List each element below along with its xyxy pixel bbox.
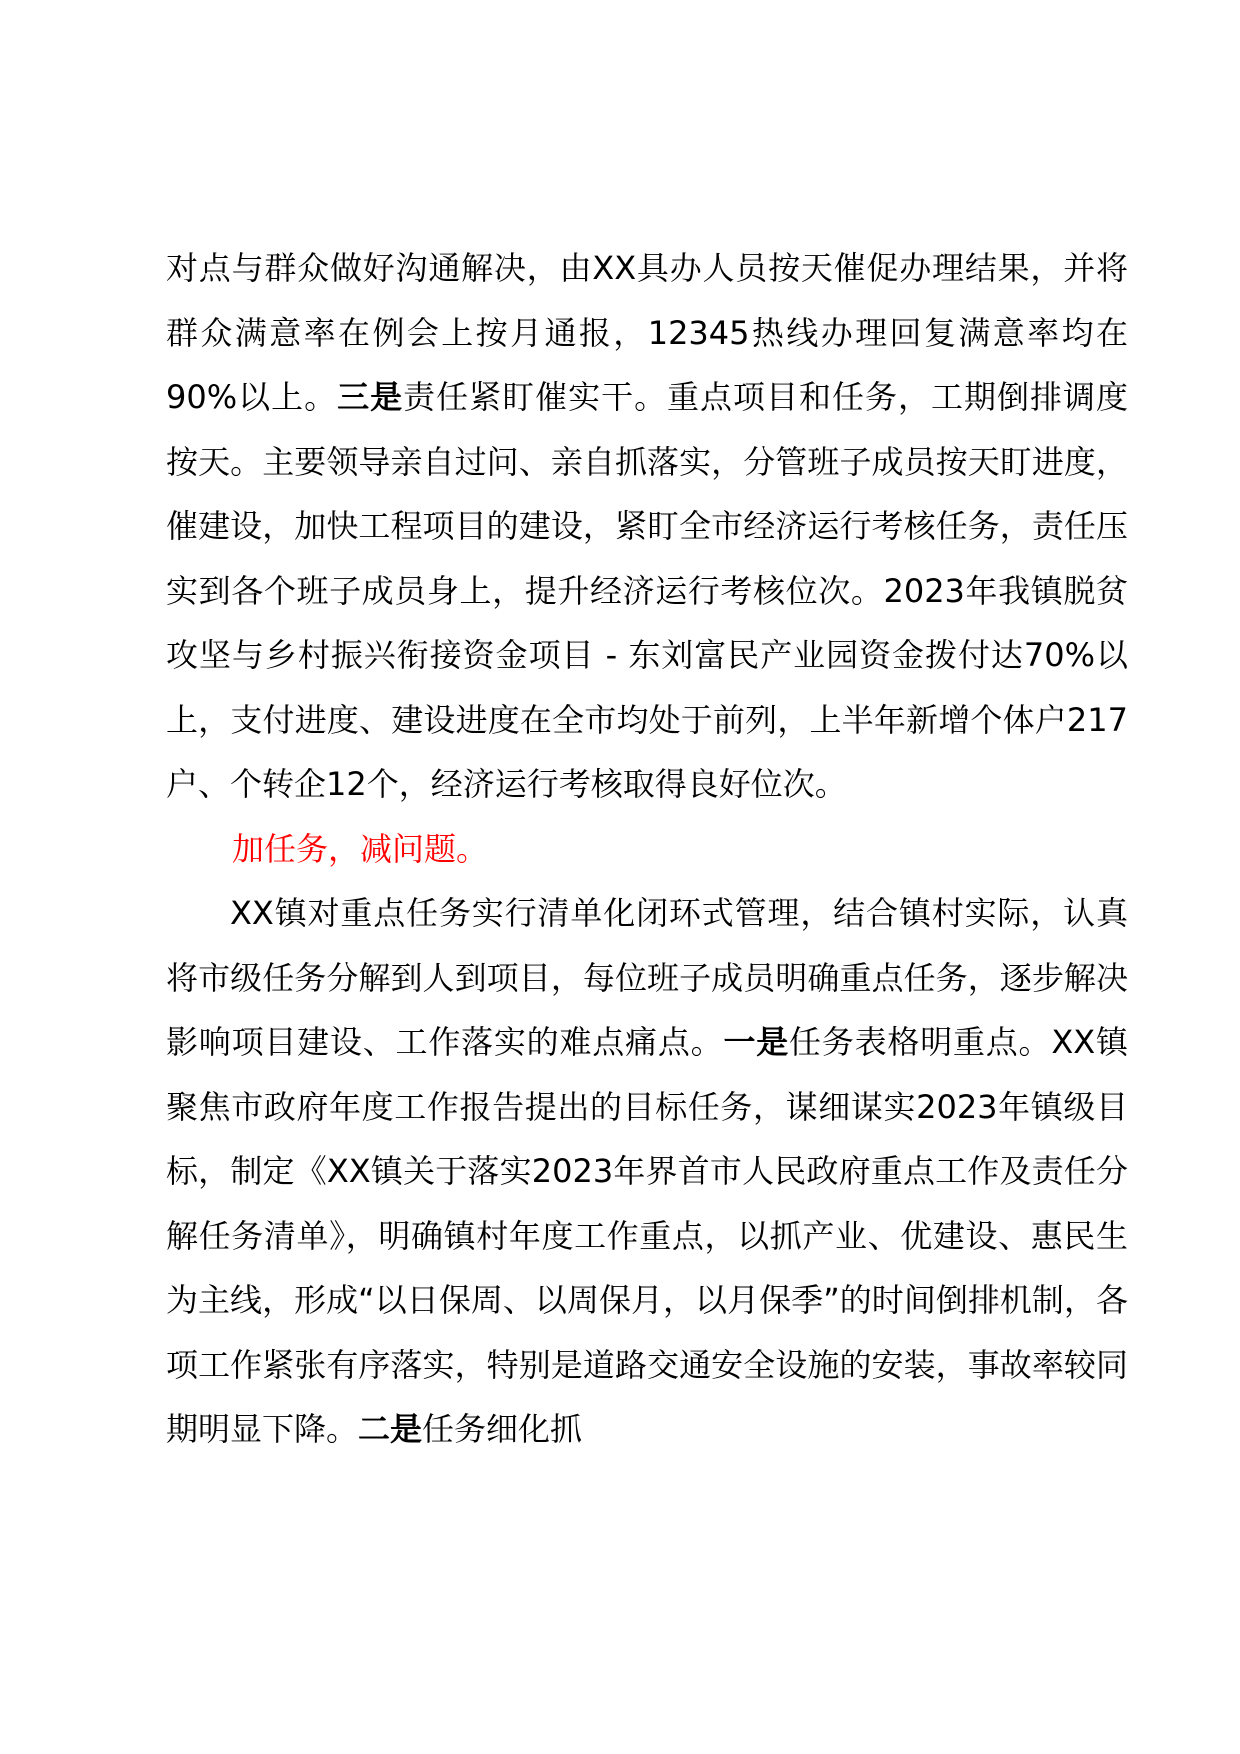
document-body — [166, 236, 1128, 1462]
paragraph-text: XX镇对重点任务实行清单化闭环式管理，结合镇村实际，认真将市级任务分解到人到项目，每位班子成员明确重点任务，逐步解决影响项目建设、工作落实的难点痛点。 — [166, 894, 1128, 1061]
bold-marker-yi-shi: 一是 — [723, 1023, 790, 1061]
paragraph-body — [166, 881, 1128, 1462]
paragraph-text: 任务细化抓 — [422, 1410, 583, 1448]
bold-marker-san-shi: 三是 — [337, 378, 404, 416]
bold-marker-er-shi: 二是 — [358, 1410, 423, 1448]
paragraph-text: 对点与群众做好沟通解决，由XX具办人员按天催促办理结果，并将群众满意率在例会上按月通报，12345热线办理回复满意率均在90%以上。 — [166, 249, 1128, 416]
paragraph-text: 任务表格明重点。XX镇聚焦市政府年度工作报告提出的目标任务，谋细谋实2023年镇级目标，制定《XX镇关于落实2023年界首市人民政府重点工作及责任分解任务清单》，明确镇村年度工作重点，以抓产业、优建设、惠民生为主线，形成“以日保周、以周保月，以月保季”的时间倒排机制，各项工作紧张有序落实，特别是道路交通安全设施的安装，事故率较同期明显下降。 — [166, 1023, 1128, 1448]
paragraph-text: 责任紧盯催实干。重点项目和任务，工期倒排调度按天。主要领导亲自过问、亲自抓落实，分管班子成员按天盯进度，催建设，加快工程项目的建设，紧盯全市经济运行考核任务，责任压实到各个班子成员身上，提升经济运行考核位次。2023年我镇脱贫攻坚与乡村振兴衔接资金项目 - 东刘富民产业园资金拨付达70%以上，支付进度、建设进度在全市均处于前列，上半年新增个体户217户、个转企12个，经济运行考核取得良好位次。 — [166, 378, 1128, 803]
paragraph-continuation — [166, 236, 1128, 817]
section-heading: 加任务，减问题。 — [232, 829, 489, 868]
